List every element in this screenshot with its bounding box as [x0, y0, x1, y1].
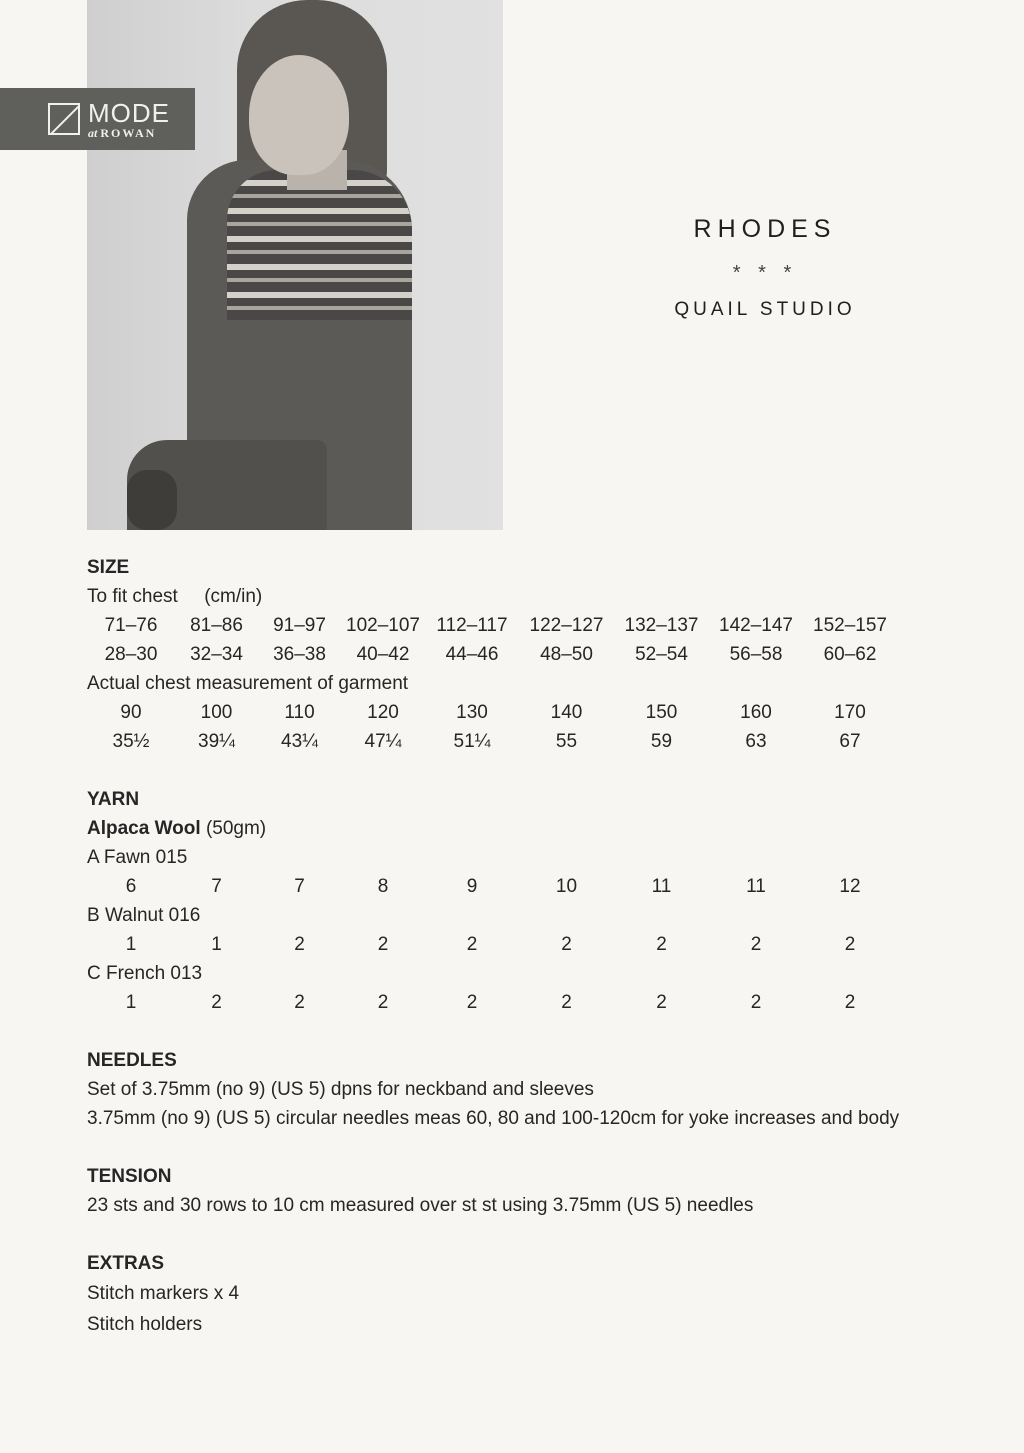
yarn-qty-cell: 12: [839, 876, 861, 897]
yarn-qty-cell: 7: [294, 876, 305, 897]
yarn-qty-cell: 1: [125, 934, 137, 955]
yarn-qty-cell: 7: [211, 876, 222, 897]
needles-line-2: 3.75mm (no 9) (US 5) circular needles meas 60, 80 and 100-120cm for yoke increases and body: [87, 1108, 900, 1129]
yarn-qty-cell: 2: [294, 934, 305, 955]
size-cell: 102–107: [346, 615, 420, 636]
size-cell: 140: [550, 702, 583, 723]
size-cell: 55: [555, 731, 578, 752]
pattern-title: RHODES: [693, 215, 837, 243]
size-cell: 132–137: [624, 615, 699, 636]
yarn-qty-cell: 9: [466, 876, 478, 897]
size-cell: 100: [200, 702, 233, 723]
size-cell: 32–34: [190, 644, 243, 665]
yarn-qty-cell: 8: [377, 876, 389, 897]
yarn-colour-b-qty: [87, 930, 937, 959]
tension-text: 23 sts and 30 rows to 10 cm measured over st st using 3.75mm (US 5) needles: [87, 1195, 754, 1216]
yarn-qty-cell: 11: [651, 876, 672, 897]
size-cell: 67: [839, 731, 861, 752]
yarn-qty-cell: 10: [555, 876, 578, 897]
size-cell: 43¼: [281, 731, 318, 752]
extras-item: Stitch markers x 4: [87, 1283, 240, 1304]
yarn-heading: YARN: [87, 789, 140, 810]
yarn-qty-cell: 2: [750, 934, 762, 955]
size-cell: 122–127: [529, 615, 604, 636]
yarn-qty-cell: 2: [844, 934, 856, 955]
yarn-qty-cell: 2: [377, 992, 389, 1013]
title-separator: * * *: [732, 262, 798, 284]
tension-heading: TENSION: [87, 1166, 172, 1187]
size-cell: 44–46: [445, 644, 499, 665]
actual-chest-label: Actual chest measurement of garment: [87, 673, 409, 694]
logo-sub-text: at ROWAN: [88, 125, 157, 140]
yarn-qty-cell: 2: [211, 992, 222, 1013]
yarn-qty-cell: 11: [746, 876, 766, 897]
fit-chest-label: To fit chest (cm/in): [87, 586, 263, 607]
yarn-qty-cell: 2: [377, 934, 389, 955]
size-cell: 142–147: [719, 615, 793, 636]
brand-logo: [0, 88, 195, 150]
photo-face: [249, 55, 349, 175]
yarn-qty-cell: 2: [750, 992, 762, 1013]
size-cell: 150: [645, 702, 678, 723]
size-cell: 90: [120, 702, 142, 723]
size-cell: 36–38: [273, 644, 326, 665]
actual-in-row: [87, 727, 937, 756]
photo-cuff: [127, 470, 177, 530]
yarn-name-line: Alpaca Wool (50gm): [87, 818, 267, 839]
yarn-qty-cell: 2: [561, 992, 572, 1013]
yarn-qty-cell: 2: [656, 934, 667, 955]
yarn-qty-cell: 1: [125, 992, 137, 1013]
size-cell: 91–97: [273, 615, 326, 636]
size-cell: 160: [740, 702, 772, 723]
size-cell: 152–157: [813, 615, 887, 636]
yarn-colour-c-qty: [87, 988, 937, 1017]
designer-name: QUAIL STUDIO: [674, 299, 856, 320]
extras-heading: EXTRAS: [87, 1253, 165, 1274]
size-cell: 110: [284, 702, 315, 723]
extras-item: Stitch holders: [87, 1314, 203, 1335]
yarn-qty-cell: 2: [844, 992, 856, 1013]
logo-square-icon: [48, 103, 80, 135]
size-heading: SIZE: [87, 557, 130, 578]
size-cell: 39¼: [198, 731, 235, 752]
yarn-qty-cell: 2: [561, 934, 572, 955]
size-cell: 28–30: [104, 644, 158, 665]
yarn-qty-cell: 2: [466, 992, 478, 1013]
actual-cm-row: [87, 698, 937, 727]
size-cell: 63: [745, 731, 767, 752]
yarn-qty-cell: 6: [125, 876, 137, 897]
size-cell: 52–54: [635, 644, 688, 665]
yarn-qty-cell: 1: [211, 934, 222, 955]
size-cell: 112–117: [436, 615, 508, 636]
size-cell: 47¼: [364, 731, 402, 752]
yarn-qty-cell: 2: [656, 992, 667, 1013]
fit-cm-row: [87, 611, 937, 640]
size-cell: 81–86: [190, 615, 243, 636]
size-cell: 56–58: [729, 644, 783, 665]
title-block: [640, 215, 890, 321]
size-cell: 35½: [112, 731, 150, 752]
needles-heading: NEEDLES: [87, 1050, 177, 1071]
yarn-colour-c-label: C French 013: [87, 963, 203, 984]
size-cell: 40–42: [356, 644, 410, 665]
size-cell: 170: [834, 702, 866, 723]
size-cell: 60–62: [823, 644, 877, 665]
size-cell: 51¼: [453, 731, 491, 752]
yarn-qty-cell: 2: [294, 992, 305, 1013]
size-cell: 120: [367, 702, 399, 723]
size-cell: 130: [456, 702, 488, 723]
yarn-colour-a-qty: [87, 872, 937, 901]
photo-fair-isle-yoke: [227, 170, 412, 320]
yarn-colour-b-label: B Walnut 016: [87, 905, 201, 926]
size-cell: 48–50: [540, 644, 593, 665]
fit-in-row: [87, 640, 937, 669]
size-cell: 71–76: [104, 615, 158, 636]
yarn-qty-cell: 2: [466, 934, 478, 955]
yarn-colour-a-label: A Fawn 015: [87, 847, 188, 868]
pattern-details: [87, 553, 937, 1339]
logo-main-text: MODE: [88, 97, 170, 128]
model-photo: [87, 0, 503, 530]
needles-line-1: Set of 3.75mm (no 9) (US 5) dpns for neckband and sleeves: [87, 1079, 594, 1100]
size-cell: 59: [650, 731, 673, 752]
